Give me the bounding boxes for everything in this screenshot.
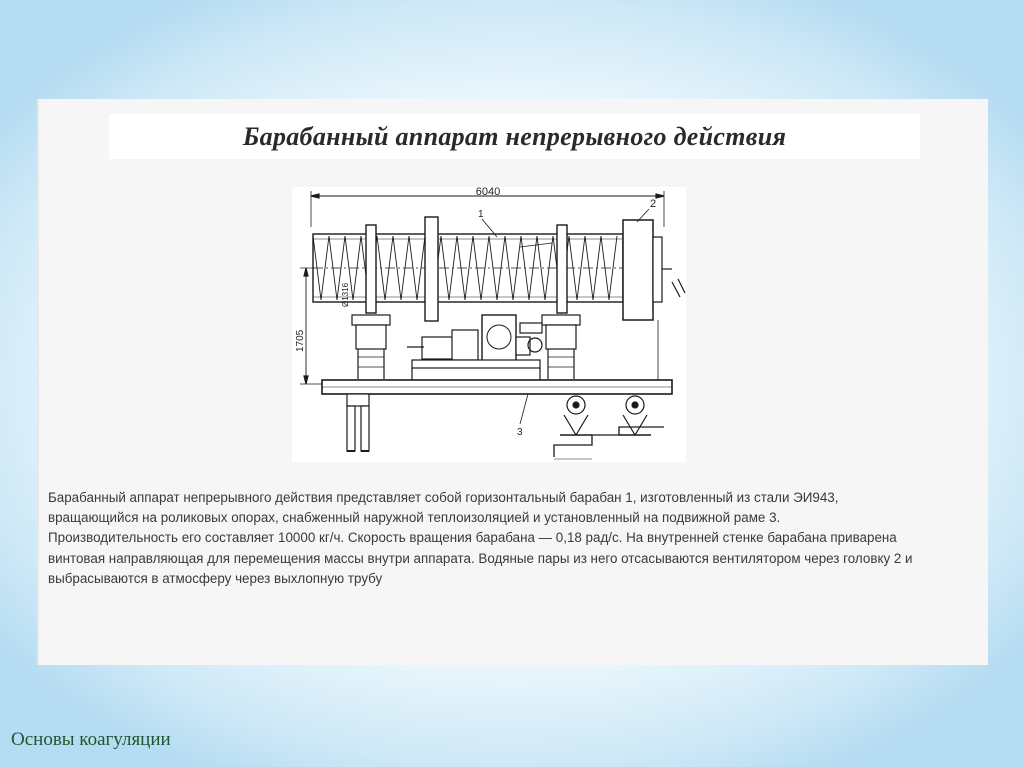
callout-1: 1 [478,209,484,220]
slide-footer: Основы коагуляции [11,729,171,750]
dim-length-label: 6040 [475,187,501,198]
description-line: винтовая направляющая для перемещения массы внутри аппарата. Водяные пары из него отсасываются вентилятором через головку 2 и [48,550,913,566]
description-line: выбрасываются в атмосферу через выхлопную трубу [48,570,383,586]
technical-drawing [292,187,686,462]
dim-diameter-label: Ø1316 [341,282,350,307]
callout-2: 2 [650,198,657,210]
description-line: вращающийся на роликовых опорах, снабженный наружной теплоизоляцией и установленный на подвижной раме 3. [48,510,781,526]
description-line: Производительность его составляет 10000 кг/ч. Скорость вращения барабана — 0,18 рад/с. На внутренней стенке барабана приварена [48,530,897,546]
title-box [109,114,920,159]
drum-apparatus-drawing [292,187,686,462]
description-text [48,488,978,589]
slide-card [37,99,988,665]
callout-3: 3 [517,427,523,438]
description-line: Барабанный аппарат непрерывного действия представляет собой горизонтальный барабан 1, изготовленный из стали ЭИ943, [48,490,839,505]
slide-title: Барабанный аппарат непрерывного действия [242,121,787,151]
dim-height-label: 1705 [295,329,306,352]
